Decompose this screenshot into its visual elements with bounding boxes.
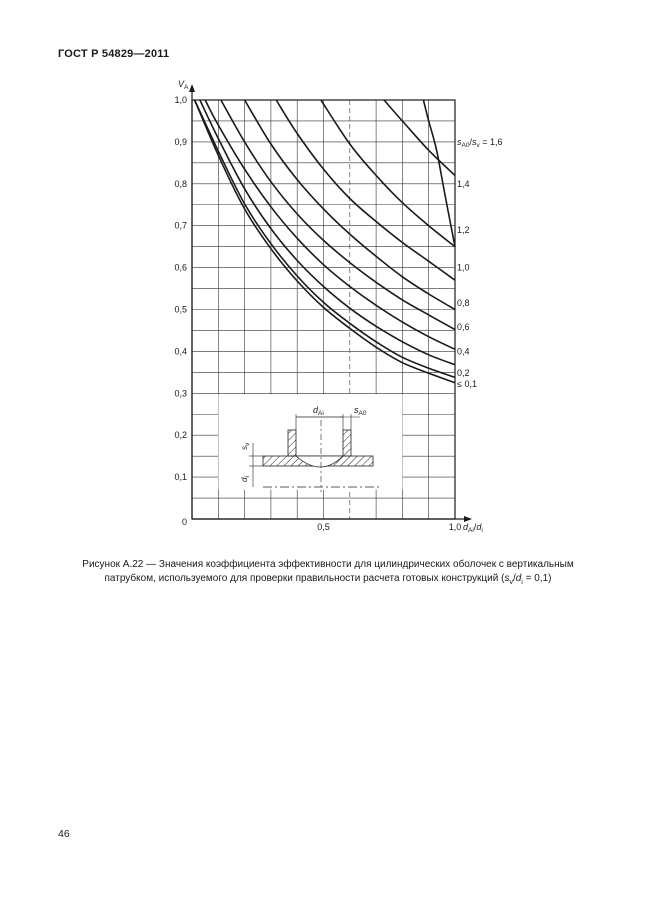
series-label-5: 0,8	[457, 298, 470, 309]
x-tick-label: 0,5	[317, 522, 330, 532]
caption-d-symbol: d	[515, 573, 522, 584]
y-tick-label: 0,8	[174, 178, 187, 189]
y-tick-label: 0,4	[174, 346, 187, 357]
inset-label-s-v: $s_v$	[240, 442, 251, 450]
y-tick-label: 0,9	[174, 136, 187, 147]
legend-title: $s_{A0}/s_v = 1,6$	[457, 136, 503, 149]
y-axis-arrow	[189, 84, 195, 92]
caption-line-1: Рисунок А.22 — Значения коэффициента эффективности для цилиндрических оболочек с вертикальным	[82, 559, 574, 570]
series-label-6: 1,0	[457, 262, 470, 273]
series-label-4: 0,6	[457, 322, 470, 333]
inset-label-d-ai: $d_{Ai}$	[313, 405, 324, 417]
y-tick-label: 0,6	[174, 262, 187, 273]
x-axis-label: $d_{Ai}/d_i$	[463, 522, 483, 534]
caption-line-2-text: патрубком, используемого для проверки правильности расчета готовых конструкций (	[104, 573, 505, 584]
caption-line-2	[60, 572, 596, 590]
inset-background	[218, 394, 402, 489]
figure-caption	[60, 558, 596, 590]
caption-line-2-end: = 0,1)	[522, 573, 552, 584]
nozzle-wall-left	[288, 430, 296, 456]
page-number: 46	[58, 828, 70, 840]
x-tick-label: 1,0	[448, 522, 462, 532]
series-label-3: 0,4	[457, 346, 470, 357]
nozzle-inset-diagram	[218, 394, 402, 492]
series-label-2: 0,2	[457, 368, 470, 379]
inset-label-s-a0: $s_{A0}$	[354, 405, 367, 417]
y-tick-label: 0,5	[174, 304, 187, 315]
nozzle-wall-right	[343, 430, 351, 456]
caption-slash: /	[512, 573, 516, 584]
series-line-3	[200, 100, 455, 365]
series-label-8: 1,4	[457, 178, 470, 189]
origin-label: 0	[181, 517, 187, 527]
caption-d-subscript: i	[521, 579, 523, 586]
caption-s-subscript: v	[509, 579, 513, 586]
series-line-8	[321, 100, 455, 247]
series-line-5	[221, 100, 455, 330]
y-axis-label: $V_A$	[178, 79, 189, 91]
series-group	[195, 100, 455, 383]
y-tick-label: 1,0	[174, 95, 187, 105]
y-tick-label: 0,1	[174, 472, 187, 483]
inset-label-d-i: $d_i$	[240, 476, 251, 482]
y-tick-label: 0,3	[174, 388, 187, 399]
series-label-1: ≤ 0,1	[457, 379, 477, 390]
document-header: ГОСТ Р 54829—2011	[58, 48, 170, 60]
y-tick-label: 0,7	[174, 220, 187, 231]
series-label-7: 1,2	[457, 224, 470, 235]
series-line-9	[384, 100, 455, 175]
series-line-7	[276, 100, 455, 280]
caption-s-symbol: s	[504, 573, 510, 584]
y-tick-label: 0,2	[174, 430, 187, 441]
